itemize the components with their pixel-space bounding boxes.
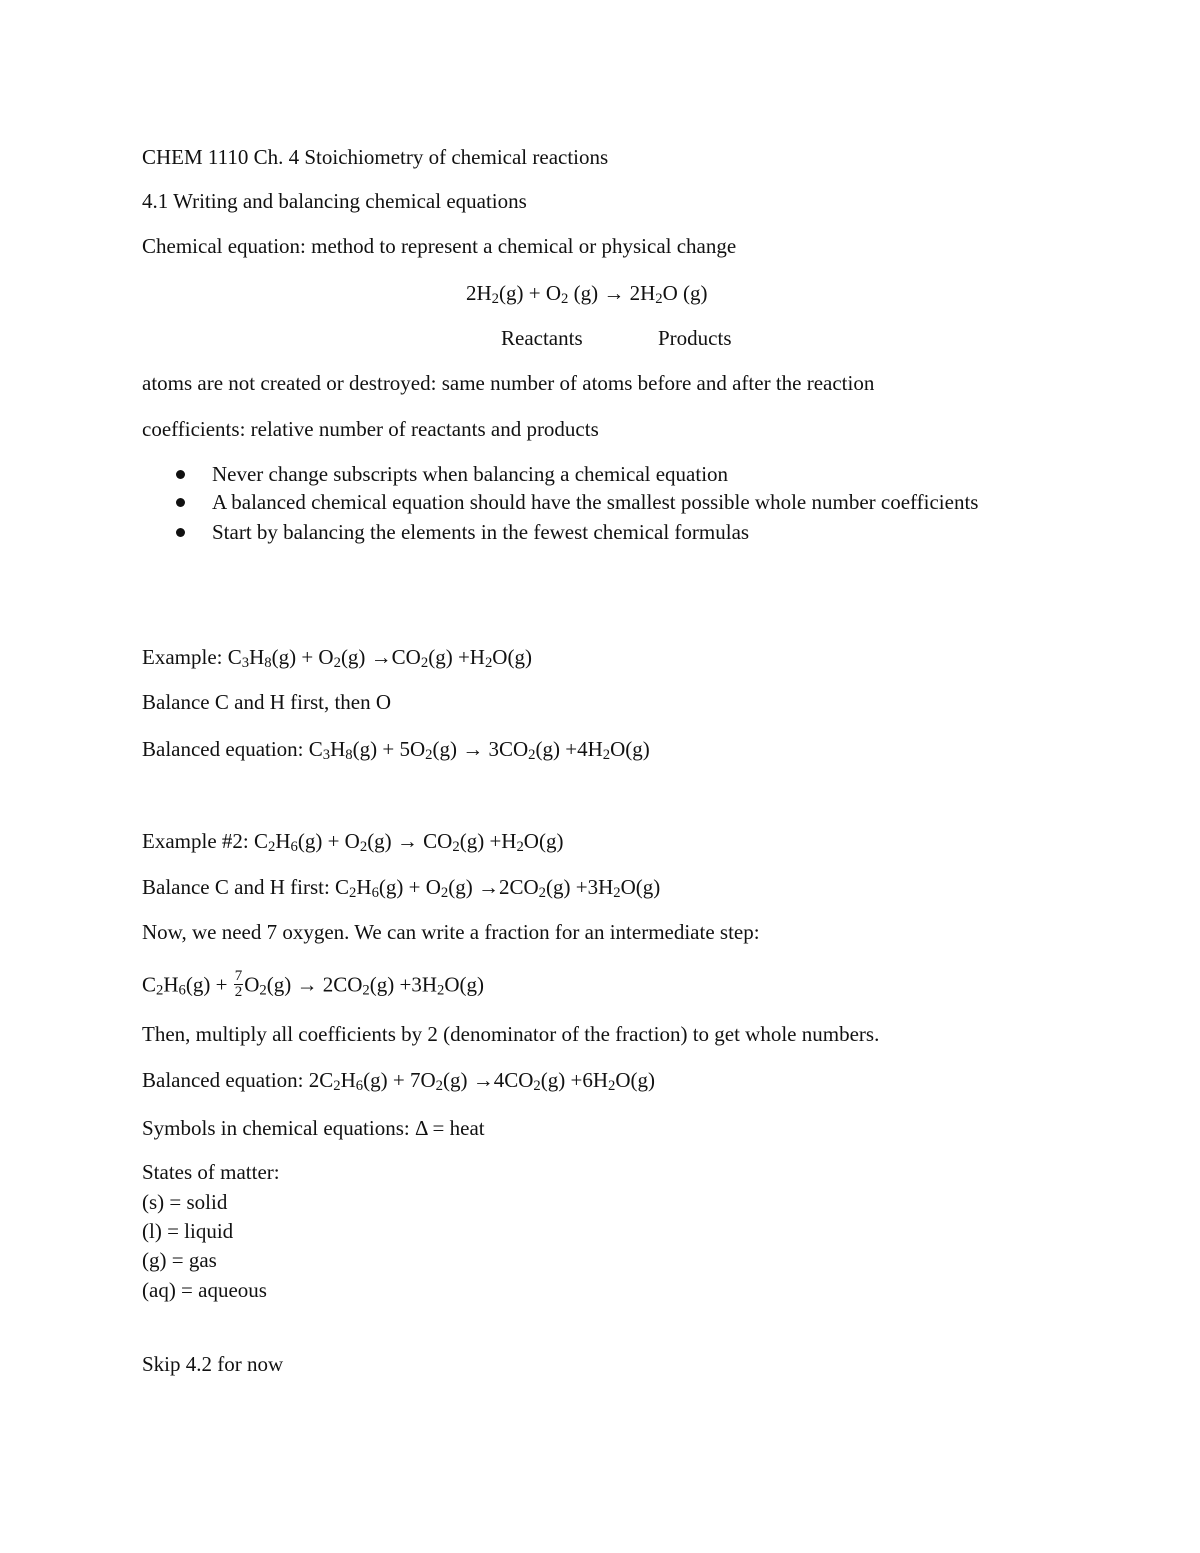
list-item: Never change subscripts when balancing a chemical equation bbox=[142, 460, 1002, 488]
reactants-label: Reactants bbox=[501, 326, 583, 350]
symbols-line: Symbols in chemical equations: Δ = heat bbox=[142, 1116, 485, 1140]
bullet-icon bbox=[176, 470, 185, 479]
example-1-balanced: Balanced equation: $C_3H_8(g) + 5O_2(g) \to 3CO_2(g) +4H_2O(g)$ bbox=[142, 737, 650, 764]
example-2-balanced: Balanced equation: $2C_2H_6(g) + 7O_2(g) \to 4CO_2(g) +6H_2O(g)$ bbox=[142, 1068, 655, 1095]
document-title: CHEM 1110 Ch. 4 Stoichiometry of chemical reactions bbox=[142, 145, 609, 169]
list-item: A balanced chemical equation should have the smallest possible whole number coefficients bbox=[142, 488, 1002, 516]
state-aqueous: (aq) = aqueous bbox=[142, 1278, 267, 1302]
bullet-icon bbox=[176, 528, 185, 537]
multiply-note: Then, multiply all coefficients by 2 (denominator of the fraction) to get whole numbers. bbox=[142, 1022, 880, 1046]
atoms-note: atoms are not created or destroyed: same number of atoms before and after the reaction bbox=[142, 371, 875, 395]
example-2-equation: Example #2: $C_2H_6(g) + O_2(g) \to CO_2(g) +H_2O(g)$ bbox=[142, 829, 564, 856]
products-label: Products bbox=[658, 326, 732, 350]
state-gas: (g) = gas bbox=[142, 1248, 217, 1272]
skip-note: Skip 4.2 for now bbox=[142, 1352, 284, 1376]
coefficients-note: coefficients: relative number of reactants and products bbox=[142, 417, 599, 441]
example-2-ch-balance: Balance C and H first: $C_2H_6(g) + O_2(g) \to 2CO_2(g) +3H_2O(g)$ bbox=[142, 875, 661, 902]
water-formation-equation: $2H_2(g) + O_2$ $(g) \to 2H_2O$ (g) bbox=[466, 281, 708, 308]
oxygen-note: Now, we need 7 oxygen. We can write a fraction for an intermediate step: bbox=[142, 920, 760, 944]
definition-line: Chemical equation: method to represent a chemical or physical change bbox=[142, 234, 737, 258]
example-1-equation: Example: $C_3H_8(g) + O_2(g) \to CO_2(g) +H_2O(g)$ bbox=[142, 645, 532, 672]
list-item: Start by balancing the elements in the fewest chemical formulas bbox=[142, 518, 1002, 546]
balancing-rules-list bbox=[142, 460, 1002, 546]
example-1-note: Balance C and H first, then O bbox=[142, 690, 392, 714]
state-liquid: (l) = liquid bbox=[142, 1219, 234, 1243]
state-solid: (s) = solid bbox=[142, 1190, 228, 1214]
seven-halves-fraction: $\frac{7}{2}$ bbox=[234, 968, 243, 1000]
bullet-icon bbox=[176, 498, 185, 507]
states-heading: States of matter: bbox=[142, 1160, 280, 1184]
fraction-equation: $C_2H_6(g)$ + $\frac{7}{2}$ $O_2(g) \to 2CO_2(g) +3H_2O(g)$ bbox=[142, 968, 484, 1000]
section-heading: 4.1 Writing and balancing chemical equations bbox=[142, 189, 527, 213]
